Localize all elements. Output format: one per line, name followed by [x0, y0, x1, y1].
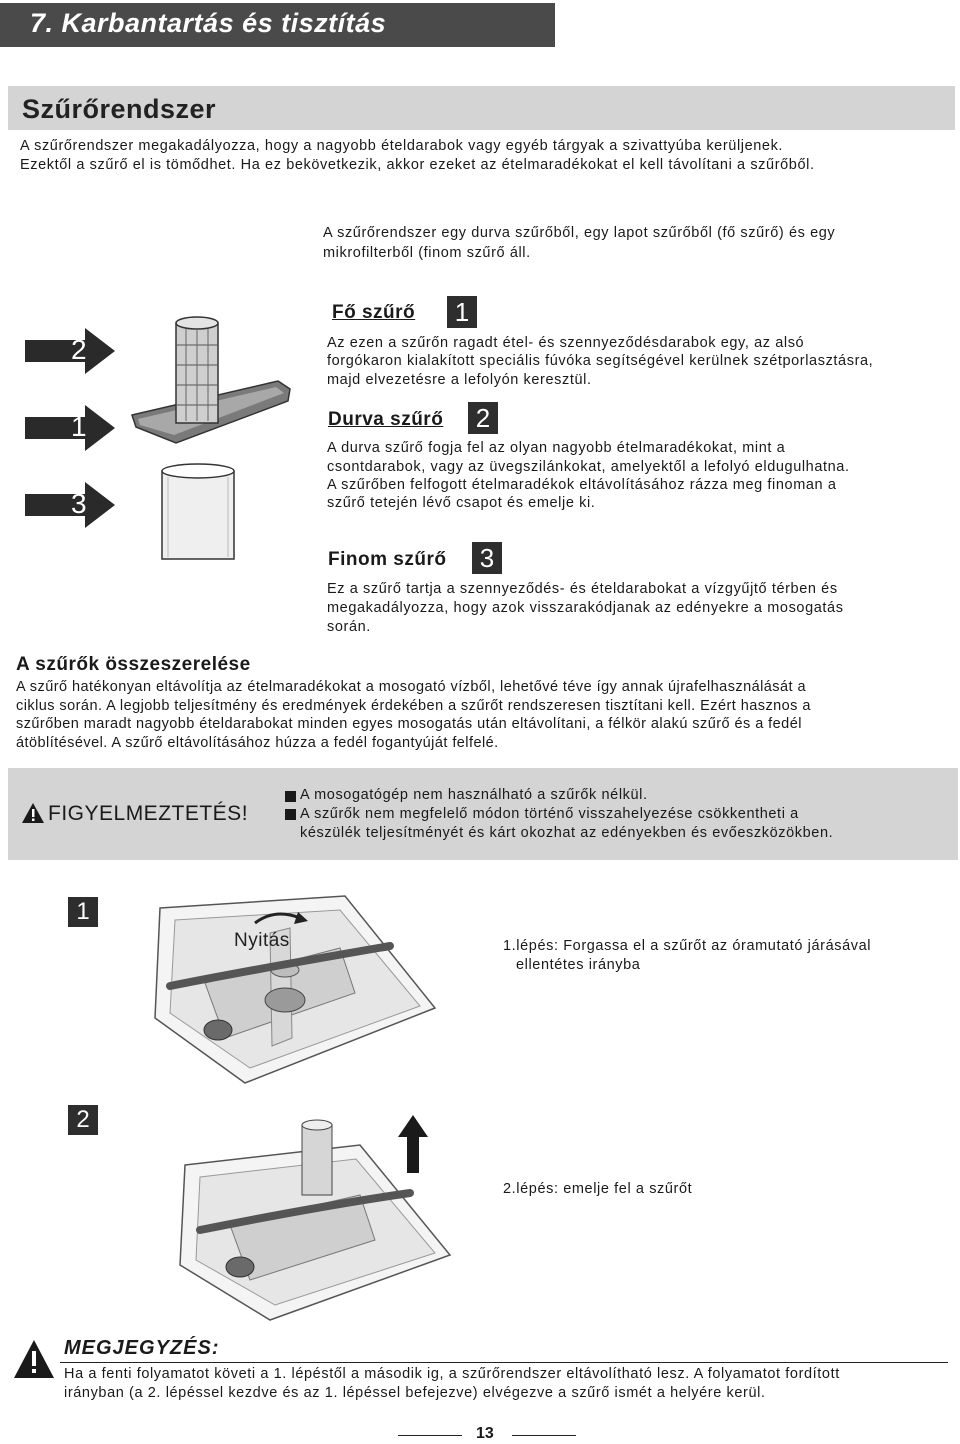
arrow-label-2 [25, 328, 115, 374]
arrow-label-3 [25, 482, 115, 528]
right-arrow-icon [25, 328, 115, 374]
bullet-icon [285, 809, 296, 820]
main-filter-title: Fő szűrő [332, 302, 416, 323]
open-label: Nyitás [234, 930, 290, 951]
main-filter-line-1: Az ezen a szűrőn ragadt étel- és szennyeződésdarabok egy, az alsó [327, 335, 805, 351]
main-filter-line-2: forgókaron kialakított speciális fúvóka segítségével kerülnek szétporlasztásra, [327, 353, 874, 369]
assembly-line-2: ciklus során. A legjobb teljesítmény és eredmények érdekében a szűrőt rendszeresen tisztítani kell. Ezért hasznos a [16, 698, 811, 714]
dishwasher-interior-lift-illustration [160, 1115, 460, 1325]
coarse-filter-line-4: szűrő tetején lévő csapot és emelje ki. [327, 495, 596, 511]
warning-item-2-line-2: készülék teljesítményét és kárt okozhat az edényekben és evőeszközökben. [300, 825, 834, 841]
intro-line-1: A szűrőrendszer megakadályozza, hogy a nagyobb ételdarabok vagy egyéb tárgyak a szivattyúba kerüljenek. [20, 138, 784, 154]
step-1-line-1: 1.lépés: Forgassa el a szűrőt az óramutató járásával [503, 938, 872, 954]
fine-filter-number: 3 [472, 542, 502, 574]
note-divider [60, 1362, 948, 1363]
section-title: Szűrőrendszer [22, 94, 217, 124]
coarse-filter-line-3: A szűrőben felfogott ételmaradékok eltávolításához rázza meg finoman a [327, 477, 837, 493]
main-filter-line-3: majd elvezetésre a lefolyón keresztül. [327, 372, 592, 388]
main-filter-number: 1 [447, 296, 477, 328]
warning-item-2-line-1: A szűrők nem megfelelő módon történő visszahelyezése csökkentheti a [300, 806, 799, 822]
warning-label: FIGYELMEZTETÉS! [48, 802, 249, 825]
fine-filter-line-1: Ez a szűrő tartja a szennyeződés- és ételdarabokat a vízgyűjtő térben és [327, 581, 838, 597]
assembly-line-3: szűrőben maradt nagyobb ételdarabokat minden egyes mosogatás után eltávolítani, a félkör alakú szűrő és a fedél [16, 716, 802, 732]
chapter-title: 7. Karbantartás és tisztítás [30, 8, 387, 38]
page-divider-left [398, 1435, 462, 1436]
caution-icon [14, 1340, 54, 1378]
arrow-number: 3 [71, 488, 87, 519]
bullet-icon [285, 791, 296, 802]
note-line-1: Ha a fenti folyamatot követi a 1. lépéstől a második ig, a szűrőrendszer eltávolítható lesz. A folyamatot fordított [64, 1366, 840, 1382]
page-divider-right [512, 1435, 576, 1436]
assembly-line-1: A szűrő hatékonyan eltávolítja az ételmaradékokat a mosogató vízből, lehetővé téve így annak újrafelhasználását a [16, 679, 806, 695]
coarse-filter-title: Durva szűrő [328, 409, 444, 430]
right-arrow-icon [25, 482, 115, 528]
fine-filter-line-3: során. [327, 619, 371, 635]
step-2-line-1: 2.lépés: emelje fel a szűrőt [503, 1181, 693, 1197]
fine-filter-title: Finom szűrő [328, 549, 447, 570]
right-arrow-icon [25, 405, 115, 451]
coarse-filter-line-2: csontdarabok, vagy az üvegszilánkokat, amelyektől a lefolyó eldugulhatna. [327, 459, 850, 475]
note-title: MEGJEGYZÉS: [64, 1337, 220, 1359]
filter-illustration [128, 315, 298, 565]
step-1-line-2: ellentétes irányba [516, 957, 641, 973]
intro-line-2: Ezektől a szűrő el is tömődhet. Ha ez bekövetkezik, akkor ezeket az ételmaradékokat el kell távolítani a szűrőből. [20, 157, 815, 173]
arrow-number: 2 [71, 334, 87, 365]
note-line-2: irányban (a 2. lépéssel kezdve és az 1. lépéssel befejezve) elvégezve a szűrő ismét a helyére kerül. [64, 1385, 766, 1401]
coarse-filter-number: 2 [468, 402, 498, 434]
page-number: 13 [476, 1425, 494, 1442]
coarse-filter-line-1: A durva szűrő fogja fel az olyan nagyobb ételmaradékokat, mint a [327, 440, 786, 456]
step-2-number: 2 [68, 1105, 98, 1135]
step-1-number: 1 [68, 897, 98, 927]
assembly-title: A szűrők összeszerelése [16, 654, 251, 675]
system-line-1: A szűrőrendszer egy durva szűrőből, egy lapot szűrőből (fő szűrő) és egy [323, 225, 836, 241]
fine-filter-line-2: megakadályozza, hogy azok visszarakódjanak az edényekre a mosogatás [327, 600, 844, 616]
assembly-line-4: átöblítésével. A szűrő eltávolításához húzza a fedél fogantyúját felfelé. [16, 735, 499, 751]
dishwasher-interior-open-illustration [130, 888, 450, 1088]
arrow-label-1 [25, 405, 115, 451]
system-line-2: mikrofilterből (finom szűrő áll. [323, 245, 531, 261]
warning-icon [22, 803, 44, 823]
arrow-number: 1 [71, 411, 87, 442]
warning-item-1: A mosogatógép nem használható a szűrők nélkül. [300, 787, 648, 803]
